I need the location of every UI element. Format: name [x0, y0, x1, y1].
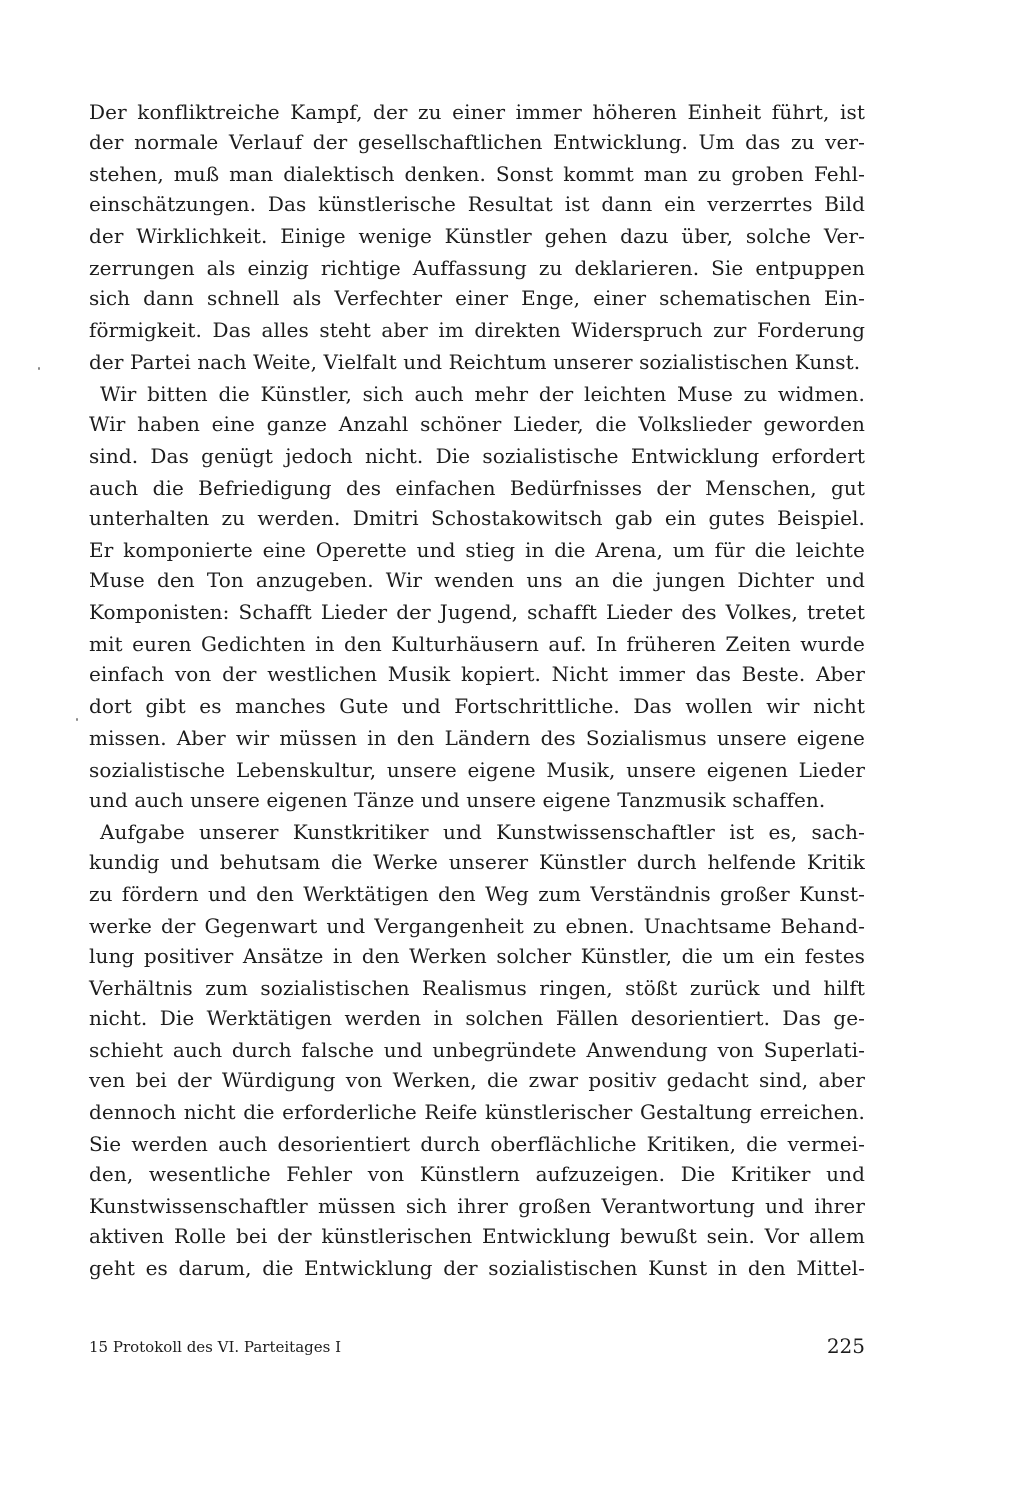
- text-line: dennoch nicht die erforderliche Reife künstlerischer Gestaltung erreichen.: [89, 1100, 865, 1124]
- text-line: missen. Aber wir müssen in den Ländern des Sozialismus unsere eigene: [89, 726, 865, 750]
- text-line: sich dann schnell als Verfechter einer Enge, einer schematischen Ein-: [89, 286, 865, 310]
- text-line: zu fördern und den Werktätigen den Weg zum Verständnis großer Kunst-: [89, 882, 865, 906]
- text-line: zerrungen als einzig richtige Auffassung zu deklarieren. Sie entpuppen: [89, 256, 865, 280]
- text-line: der Wirklichkeit. Einige wenige Künstler gehen dazu über, solche Ver-: [89, 224, 865, 248]
- text-line: einschätzungen. Das künstlerische Resultat ist dann ein verzerrtes Bild: [89, 192, 865, 216]
- page-number: 225: [826, 1334, 865, 1358]
- text-line: stehen, muß man dialektisch denken. Sonst kommt man zu groben Fehl-: [89, 162, 865, 186]
- text-line: kundig und behutsam die Werke unserer Künstler durch helfende Kritik: [89, 850, 865, 874]
- text-line: Komponisten: Schafft Lieder der Jugend, schafft Lieder des Volkes, tretet: [89, 600, 865, 624]
- text-line: sind. Das genügt jedoch nicht. Die sozialistische Entwicklung erfordert: [89, 444, 865, 468]
- text-line: schieht auch durch falsche und unbegründete Anwendung von Superlati-: [89, 1038, 865, 1062]
- text-line: Verhältnis zum sozialistischen Realismus ringen, stößt zurück und hilft: [89, 976, 865, 1000]
- text-line: unterhalten zu werden. Dmitri Schostakowitsch gab ein gutes Beispiel.: [89, 506, 865, 530]
- text-line: Kunstwissenschaftler müssen sich ihrer großen Verantwortung und ihrer: [89, 1194, 865, 1218]
- text-line: ven bei der Würdigung von Werken, die zwar positiv gedacht sind, aber: [89, 1068, 865, 1092]
- text-line: Er komponierte eine Operette und stieg in die Arena, um für die leichte: [89, 538, 865, 562]
- text-line: Sie werden auch desorientiert durch oberflächliche Kritiken, die vermei-: [89, 1132, 865, 1156]
- text-line: der normale Verlauf der gesellschaftlichen Entwicklung. Um das zu ver-: [89, 130, 865, 154]
- text-line: nicht. Die Werktätigen werden in solchen Fällen desorientiert. Das ge-: [89, 1006, 865, 1030]
- text-line: mit euren Gedichten in den Kulturhäusern auf. In früheren Zeiten wurde: [89, 632, 865, 656]
- text-line: werke der Gegenwart und Vergangenheit zu ebnen. Unachtsame Behand-: [89, 914, 865, 938]
- text-line: auch die Befriedigung des einfachen Bedürfnisses der Menschen, gut: [89, 476, 865, 500]
- text-line: den, wesentliche Fehler von Künstlern aufzuzeigen. Die Kritiker und: [89, 1162, 865, 1186]
- text-line: Wir haben eine ganze Anzahl schöner Lieder, die Volkslieder geworden: [89, 412, 865, 436]
- text-line: und auch unsere eigenen Tänze und unsere eigene Tanzmusik schaffen.: [89, 788, 826, 812]
- text-line: aktiven Rolle bei der künstlerischen Entwicklung bewußt sein. Vor allem: [89, 1224, 865, 1248]
- text-line: sozialistische Lebenskultur, unsere eigene Musik, unsere eigenen Lieder: [89, 758, 865, 782]
- text-line: förmigkeit. Das alles steht aber im direkten Widerspruch zur Forderung: [89, 318, 865, 342]
- text-line: geht es darum, die Entwicklung der sozialistischen Kunst in den Mittel-: [89, 1256, 865, 1280]
- text-line: dort gibt es manches Gute und Fortschrittliche. Das wollen wir nicht: [89, 694, 865, 718]
- text-line: Muse den Ton anzugeben. Wir wenden uns an die jungen Dichter und: [89, 568, 865, 592]
- text-line: einfach von der westlichen Musik kopiert. Nicht immer das Beste. Aber: [89, 662, 865, 686]
- text-line: Wir bitten die Künstler, sich auch mehr der leichten Muse zu widmen.: [100, 382, 865, 406]
- text-line: Der konfliktreiche Kampf, der zu einer immer höheren Einheit führt, ist: [89, 100, 865, 124]
- footer-signature: 15 Protokoll des VI. Parteitages I: [89, 1338, 342, 1356]
- scan-speck: [38, 367, 40, 370]
- text-line: der Partei nach Weite, Vielfalt und Reichtum unserer sozialistischen Kunst.: [89, 350, 861, 374]
- scan-speck: [76, 718, 78, 721]
- text-line: lung positiver Ansätze in den Werken solcher Künstler, die um ein festes: [89, 944, 865, 968]
- text-line: Aufgabe unserer Kunstkritiker und Kunstwissenschaftler ist es, sach-: [100, 820, 865, 844]
